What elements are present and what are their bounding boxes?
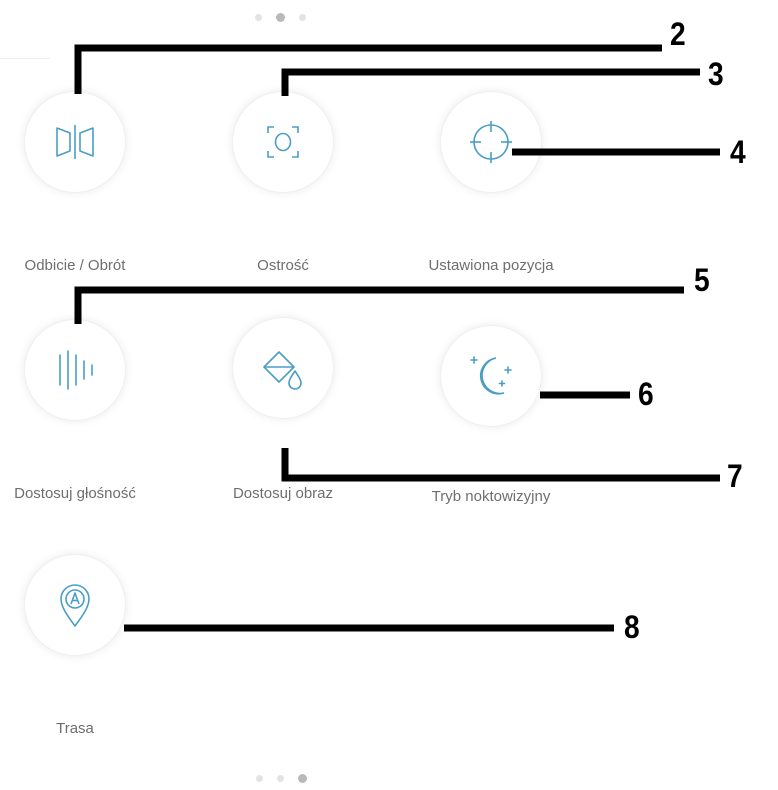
- pager-dot[interactable]: [255, 14, 262, 21]
- tile-preset-position: [416, 92, 566, 292]
- tile-route: [0, 555, 150, 755]
- focus-button[interactable]: [233, 92, 333, 192]
- tile-volume: [0, 320, 150, 520]
- tile-label: Ostrość: [257, 257, 309, 274]
- moon-stars-icon: [466, 351, 516, 401]
- callout-number-6: 6: [638, 376, 654, 412]
- tile-label: Odbicie / Obrót: [24, 257, 126, 274]
- tile-label: Dostosuj głośność: [14, 485, 136, 502]
- night-vision-button[interactable]: [441, 326, 541, 426]
- callout-number-5: 5: [694, 262, 710, 298]
- preset-position-button[interactable]: [441, 92, 541, 192]
- tile-label: Ustawiona pozycja: [428, 257, 554, 274]
- tile-focus: [208, 92, 358, 292]
- color-drop-icon: [258, 343, 308, 393]
- mirror-flip-icon: [50, 117, 100, 167]
- tile-image-adjust: [208, 318, 358, 518]
- callout-number-8: 8: [624, 609, 640, 645]
- tile-night-vision: [416, 326, 566, 526]
- volume-button[interactable]: [25, 320, 125, 420]
- crosshair-icon: [466, 117, 516, 167]
- pager-dot[interactable]: [256, 775, 263, 782]
- pager-dot-active[interactable]: [276, 13, 285, 22]
- callout-number-4: 4: [730, 134, 746, 170]
- pager-dots-top: [255, 13, 306, 22]
- callout-line-5: [78, 290, 684, 324]
- focus-icon: [258, 117, 308, 167]
- tile-mirror-rotate: [0, 92, 150, 292]
- pager-dots-bottom: [256, 774, 307, 783]
- image-adjust-button[interactable]: [233, 318, 333, 418]
- top-divider: [0, 58, 50, 59]
- callout-number-7: 7: [727, 458, 743, 494]
- tile-label: Trasa: [56, 720, 94, 737]
- sound-bars-icon: [50, 345, 100, 395]
- route-button[interactable]: [25, 555, 125, 655]
- callout-number-2: 2: [670, 16, 686, 52]
- pager-dot[interactable]: [299, 14, 306, 21]
- pager-dot-active[interactable]: [298, 774, 307, 783]
- callout-number-3: 3: [708, 56, 724, 92]
- mirror-rotate-button[interactable]: [25, 92, 125, 192]
- tile-label: Tryb noktowizyjny: [431, 488, 551, 505]
- location-pin-icon: [50, 580, 100, 630]
- pager-dot[interactable]: [277, 775, 284, 782]
- callout-line-2: [78, 48, 662, 94]
- tile-label: Dostosuj obraz: [232, 485, 334, 502]
